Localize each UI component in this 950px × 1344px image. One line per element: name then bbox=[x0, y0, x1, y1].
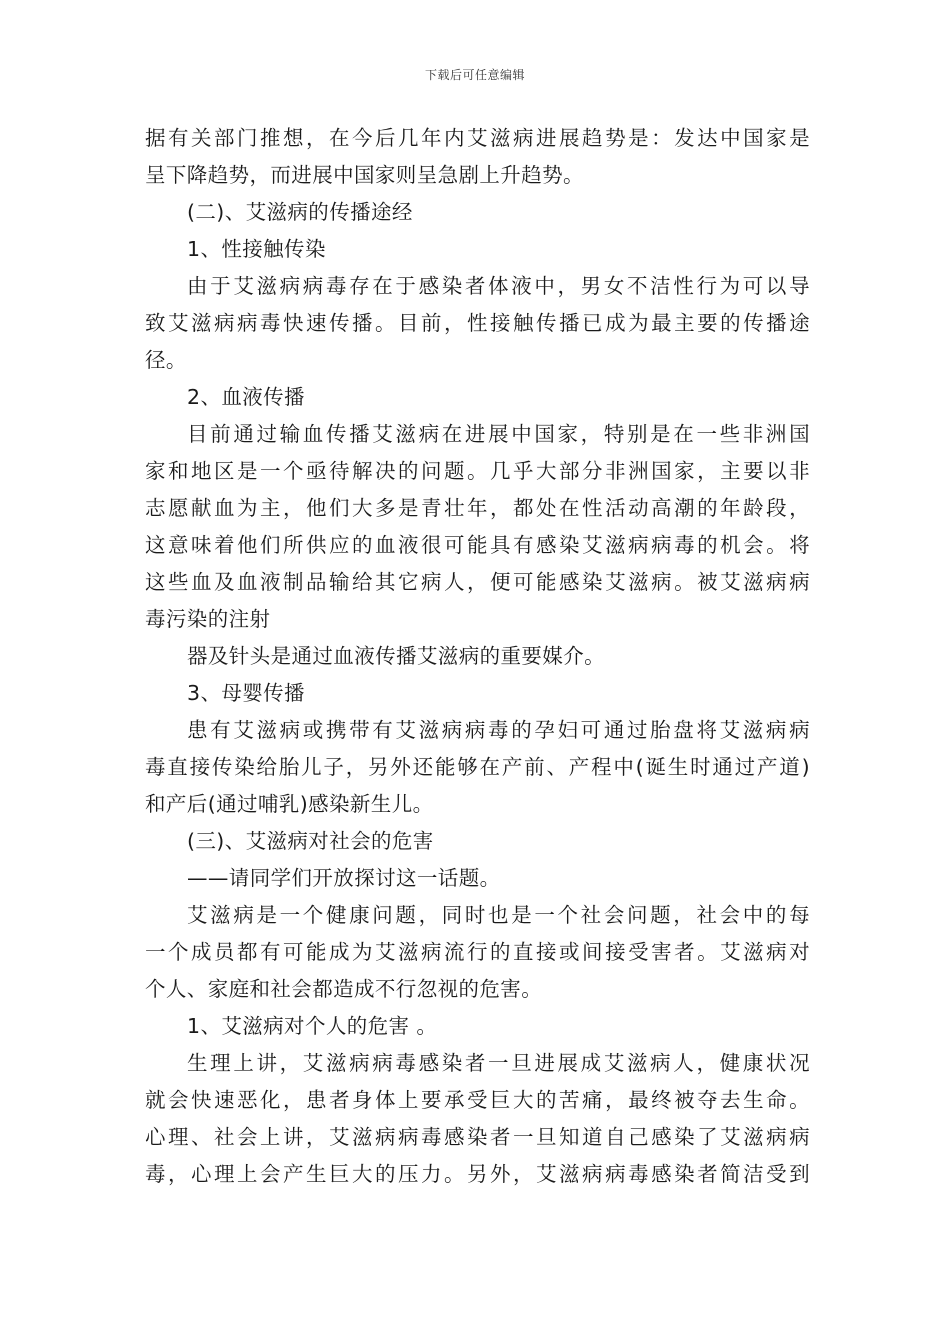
text-line: 径。 bbox=[145, 348, 187, 372]
text-line: 据有关部门推想，在今后几年内艾滋病进展趋势是：发达中国家是 bbox=[145, 126, 810, 150]
text-line: 志愿献血为主，他们大多是青壮年，都处在性活动高潮的年龄段， bbox=[145, 496, 810, 520]
text-line: 2、血液传播 bbox=[187, 385, 305, 409]
text-line: 呈下降趋势，而进展中国家则呈急剧上升趋势。 bbox=[145, 163, 584, 187]
text-line: 家和地区是一个亟待解决的问题。几乎大部分非洲国家，主要以非 bbox=[145, 459, 810, 483]
text-line: (二)、艾滋病的传播途经 bbox=[187, 200, 413, 224]
text-line: 目前通过输血传播艾滋病在进展中国家，特别是在一些非洲国 bbox=[187, 422, 810, 446]
text-line: 由于艾滋病病毒存在于感染者体液中，男女不洁性行为可以导 bbox=[187, 274, 810, 298]
text-line: 器及针头是通过血液传播艾滋病的重要媒介。 bbox=[187, 644, 605, 668]
text-line: 1、艾滋病对个人的危害 。 bbox=[187, 1014, 438, 1038]
text-line: 毒直接传染给胎儿子，另外还能够在产前、产程中(诞生时通过产道) bbox=[145, 755, 810, 779]
text-line: 毒，心理上会产生巨大的压力。另外，艾滋病病毒感染者简洁受到 bbox=[145, 1162, 810, 1186]
text-line: 和产后(通过哺乳)感染新生儿。 bbox=[145, 792, 434, 816]
text-line: 艾滋病是一个健康问题，同时也是一个社会问题，社会中的每 bbox=[187, 903, 810, 927]
document-body bbox=[145, 120, 810, 1193]
text-line: 这意味着他们所供应的血液很可能具有感染艾滋病病毒的机会。将 bbox=[145, 533, 810, 557]
text-line: 个人、家庭和社会都造成不行忽视的危害。 bbox=[145, 977, 543, 1001]
text-line: 这些血及血液制品输给其它病人，便可能感染艾滋病。被艾滋病病 bbox=[145, 570, 810, 594]
text-line: 3、母婴传播 bbox=[187, 681, 305, 705]
text-line: 毒污染的注射 bbox=[145, 607, 271, 631]
text-line: 一个成员都有可能成为艾滋病流行的直接或间接受害者。艾滋病对 bbox=[145, 940, 810, 964]
text-line: 患有艾滋病或携带有艾滋病病毒的孕妇可通过胎盘将艾滋病病 bbox=[187, 718, 810, 742]
text-line: 致艾滋病病毒快速传播。目前，性接触传播已成为最主要的传播途 bbox=[145, 311, 810, 335]
text-line: (三)、艾滋病对社会的危害 bbox=[187, 829, 434, 853]
text-line: 心理、社会上讲，艾滋病病毒感染者一旦知道自己感染了艾滋病病 bbox=[145, 1125, 810, 1149]
text-line: ——请同学们开放探讨这一话题。 bbox=[187, 866, 501, 890]
page-header: 下载后可任意编辑 bbox=[424, 68, 525, 82]
text-line: 生理上讲，艾滋病病毒感染者一旦进展成艾滋病人，健康状况 bbox=[187, 1051, 810, 1075]
text-line: 就会快速恶化，患者身体上要承受巨大的苦痛，最终被夺去生命。 bbox=[145, 1088, 810, 1112]
text-line: 1、性接触传染 bbox=[187, 237, 326, 261]
